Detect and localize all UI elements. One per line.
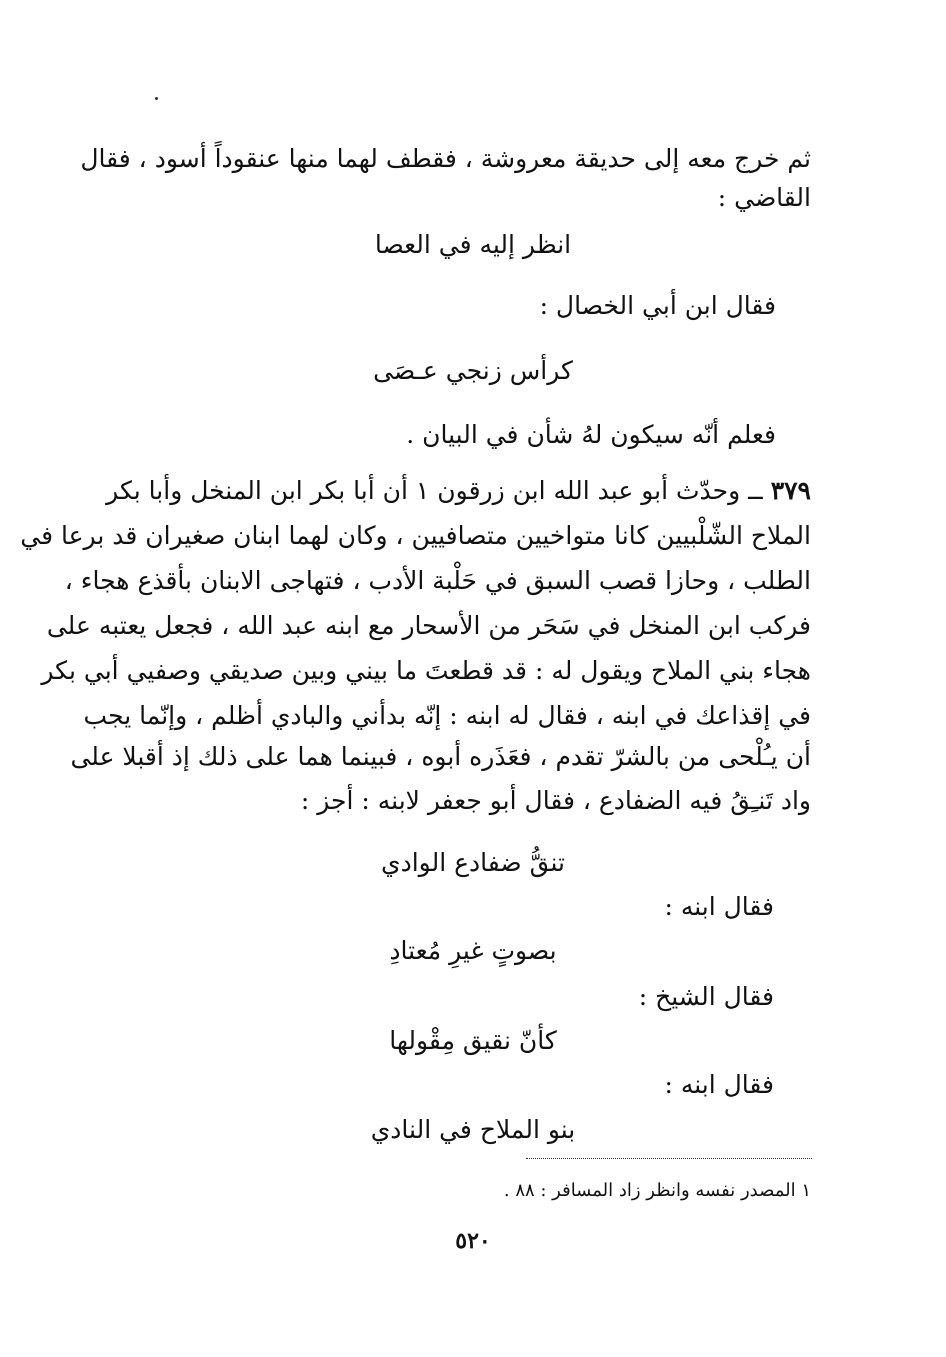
item-number: ٣٧٩: [770, 476, 811, 505]
verse-line-4: بصوتٍ غيرِ مُعتادِ: [389, 936, 557, 965]
text-line-2: القاضي :: [717, 183, 811, 212]
paragraph-line-5: هجاء بني الملاح ويقول له : قد قطعتَ ما بيني وبين صديقي وصفيي أبي بكر: [41, 656, 811, 685]
scan-speck: [155, 97, 158, 100]
verse-line-1: انظر إليه في العصا: [374, 230, 572, 259]
verse-intro-4: فقال ابنه :: [664, 892, 774, 921]
paragraph-line-1: [106, 474, 811, 508]
paragraph-line-8: واد تَنـِقُ فيه الضفادع ، فقال أبو جعفر لابنه : أجز :: [300, 786, 811, 815]
page-number: ٥٢٠: [455, 1228, 491, 1254]
paragraph-line-4: فركب ابن المنخل في سَحَر من الأسحار مع ابنه عبد الله ، فجعل يعتبه على: [46, 611, 811, 640]
footnote-separator: [526, 1158, 812, 1159]
footnote: ١ المصدر نفسه وانظر زاد المسافر : ٨٨ .: [503, 1180, 811, 1201]
paragraph-line-2: الملاح الشّلْبيين كانا متواخيين متصافيين ، وكان لهما ابنان صغيران قد برعا في: [20, 521, 811, 550]
conclusion-line: فعلم أنّه سيكون لهُ شأن في البيان .: [406, 420, 776, 449]
verse-line-6: بنو الملاح في النادي: [370, 1115, 576, 1144]
verse-intro-6: فقال ابنه :: [664, 1070, 774, 1099]
verse-line-3: تنقُّ ضفادع الوادي: [381, 848, 565, 877]
paragraph-line-3: الطلب ، وحازا قصب السبق في حَلْبة الأدب ، فتهاجى الابنان بأقذع هجاء ،: [64, 566, 811, 595]
verse-line-5: كأنّ نقيق مِقْولها: [389, 1026, 557, 1055]
paragraph-line-7: أن يـُلْحى من بالشرّ تقدم ، فعَذَره أبوه ، فبينما هما على ذلك إذ أقبلا على: [70, 742, 811, 771]
paragraph-line-6: في إقذاعك في ابنه ، فقال له ابنه : إنّه بدأني والبادي أظلم ، وإنّما يجب: [83, 701, 811, 730]
verse-intro-5: فقال الشيخ :: [638, 982, 774, 1011]
text-line-1: ثم خرج معه إلى حديقة معروشة ، فقطف لهما منها عنقوداً أسود ، فقال: [80, 144, 811, 173]
paragraph-line-1-text: ــ وحدّث أبو عبد الله ابن زرقون ١ أن أبا بكر ابن المنخل وأبا بكر: [106, 476, 771, 505]
verse-line-2: كرأس زنجي عـصَى: [373, 356, 573, 385]
verse-intro-2: فقال ابن أبي الخصال :: [539, 291, 776, 320]
